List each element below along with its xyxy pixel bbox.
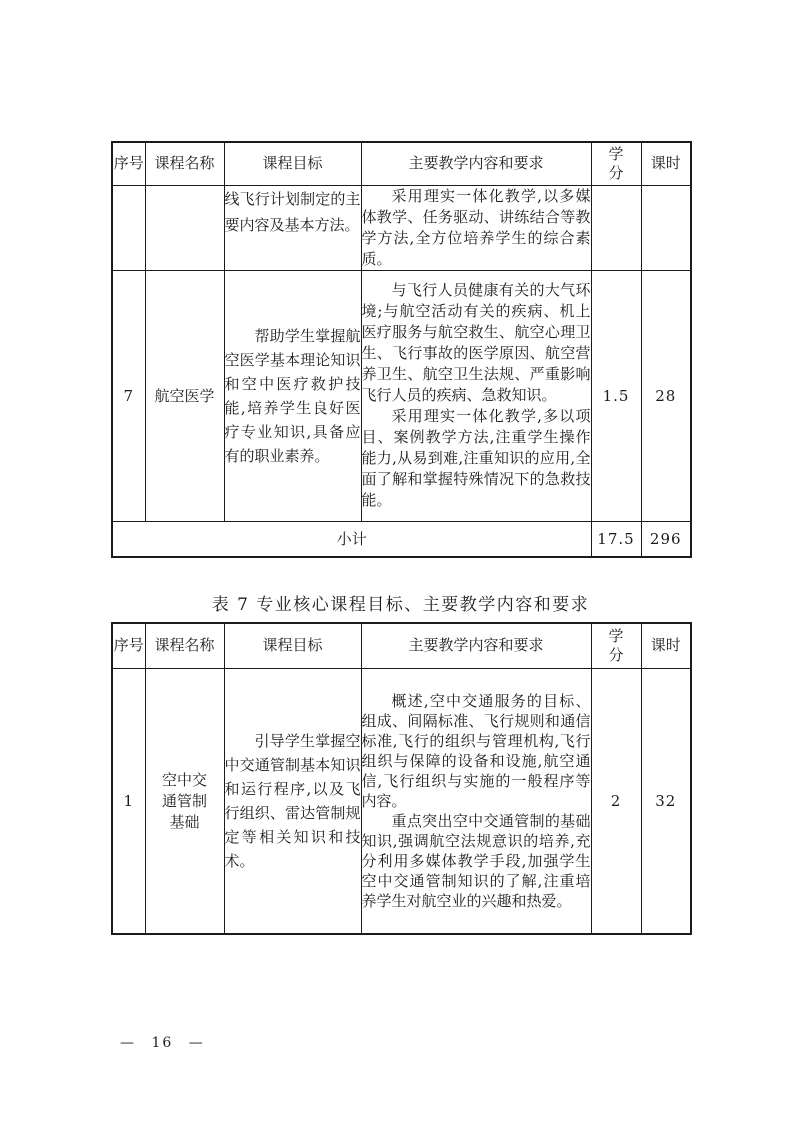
content-paragraph: 概述,空中交通服务的目标、组成、间隔标准、飞行规则和通信标准,飞行的组织与管理机构,飞行组织与保障的设备和设施,航空通信,飞行组织与实施的一般程序等内容。 [361,691,591,810]
cell-course-name: 航空医学 [145,270,224,521]
subtotal-label: 小计 [112,521,591,557]
header-cell-credit [591,623,641,668]
cell-content [361,668,591,934]
header-cell-course-name: 课程名称 [145,623,224,668]
cell-course-name: 空中交通管制基础 [145,668,224,934]
objective-text: 引导学生掌握空中交通管制基本知识和运行程序,以及飞行组织、雷达管制规定等相关知识和技术。 [224,731,361,870]
cell-num: 7 [112,270,145,521]
cell-course-name-empty [145,185,224,270]
header-cell-objective: 课程目标 [224,623,361,668]
cell-hours: 32 [641,668,691,934]
content-paragraph: 采用理实一体化教学,多以项目、案例教学方法,注重学生操作能力,从易到难,注重知识的应用,全面了解和掌握特殊情况下的急救技能。 [361,407,591,509]
cell-hours: 28 [641,270,691,521]
table-row [112,185,691,270]
header-cell-hours: 课时 [641,623,691,668]
table-title: 表 7 专业核心课程目标、主要教学内容和要求 [211,595,590,615]
subtotal-credit: 17.5 [591,521,641,557]
subtotal-row [112,521,691,557]
subtotal-hours: 296 [641,521,691,557]
content-paragraph: 与飞行人员健康有关的大气环境;与航空活动有关的疾病、机上医疗服务与航空救生、航空心理卫生、飞行事故的医学原因、航空营养卫生、航空卫生法规、严重影响飞行人员的疾病、急救知识。 [361,281,591,404]
cell-num: 1 [112,668,145,934]
header-cell-content: 主要教学内容和要求 [361,142,591,185]
header-cell-course-name: 课程名称 [145,142,224,185]
cell-objective [224,270,361,521]
content-paragraph: 采用理实一体化教学,以多媒体教学、任务驱动、讲练结合等教学方法,全方位培养学生的综合素质。 [361,186,591,268]
cell-content [361,270,591,521]
table-row [112,623,691,668]
cell-credit: 2 [591,668,641,934]
header-cell-credit [591,142,641,185]
cell-objective [224,668,361,934]
table-row [112,142,691,185]
objective-text: 线飞行计划制定的主要内容及基本方法。 [224,189,361,234]
header-cell-num: 序号 [112,623,145,668]
cell-num-empty [112,185,145,270]
content-paragraph: 重点突出空中交通管制的基础知识,强调航空法规意识的培养,充分利用多媒体教学手段,加强学生空中交通管制知识的了解,注重培养学生对航空业的兴趣和热爱。 [361,811,591,910]
header-credit-label: 学分 [608,626,624,664]
cell-hours-empty [641,185,691,270]
cell-objective [224,185,361,270]
cell-credit: 1.5 [591,270,641,521]
course-table-continued [111,141,692,558]
page-number: — 16 — [120,1035,205,1051]
table-row [112,668,691,934]
header-credit-label: 学分 [608,144,624,182]
cell-content [361,185,591,270]
cell-credit-empty [591,185,641,270]
header-cell-objective: 课程目标 [224,142,361,185]
header-cell-content: 主要教学内容和要求 [361,623,591,668]
header-cell-hours: 课时 [641,142,691,185]
table-row [112,270,691,521]
header-cell-num: 序号 [112,142,145,185]
objective-text: 帮助学生掌握航空医学基本理论知识和空中医疗救护技能,培养学生良好医疗专业知识,具备应有的职业素养。 [224,326,361,465]
core-course-table [111,622,692,935]
